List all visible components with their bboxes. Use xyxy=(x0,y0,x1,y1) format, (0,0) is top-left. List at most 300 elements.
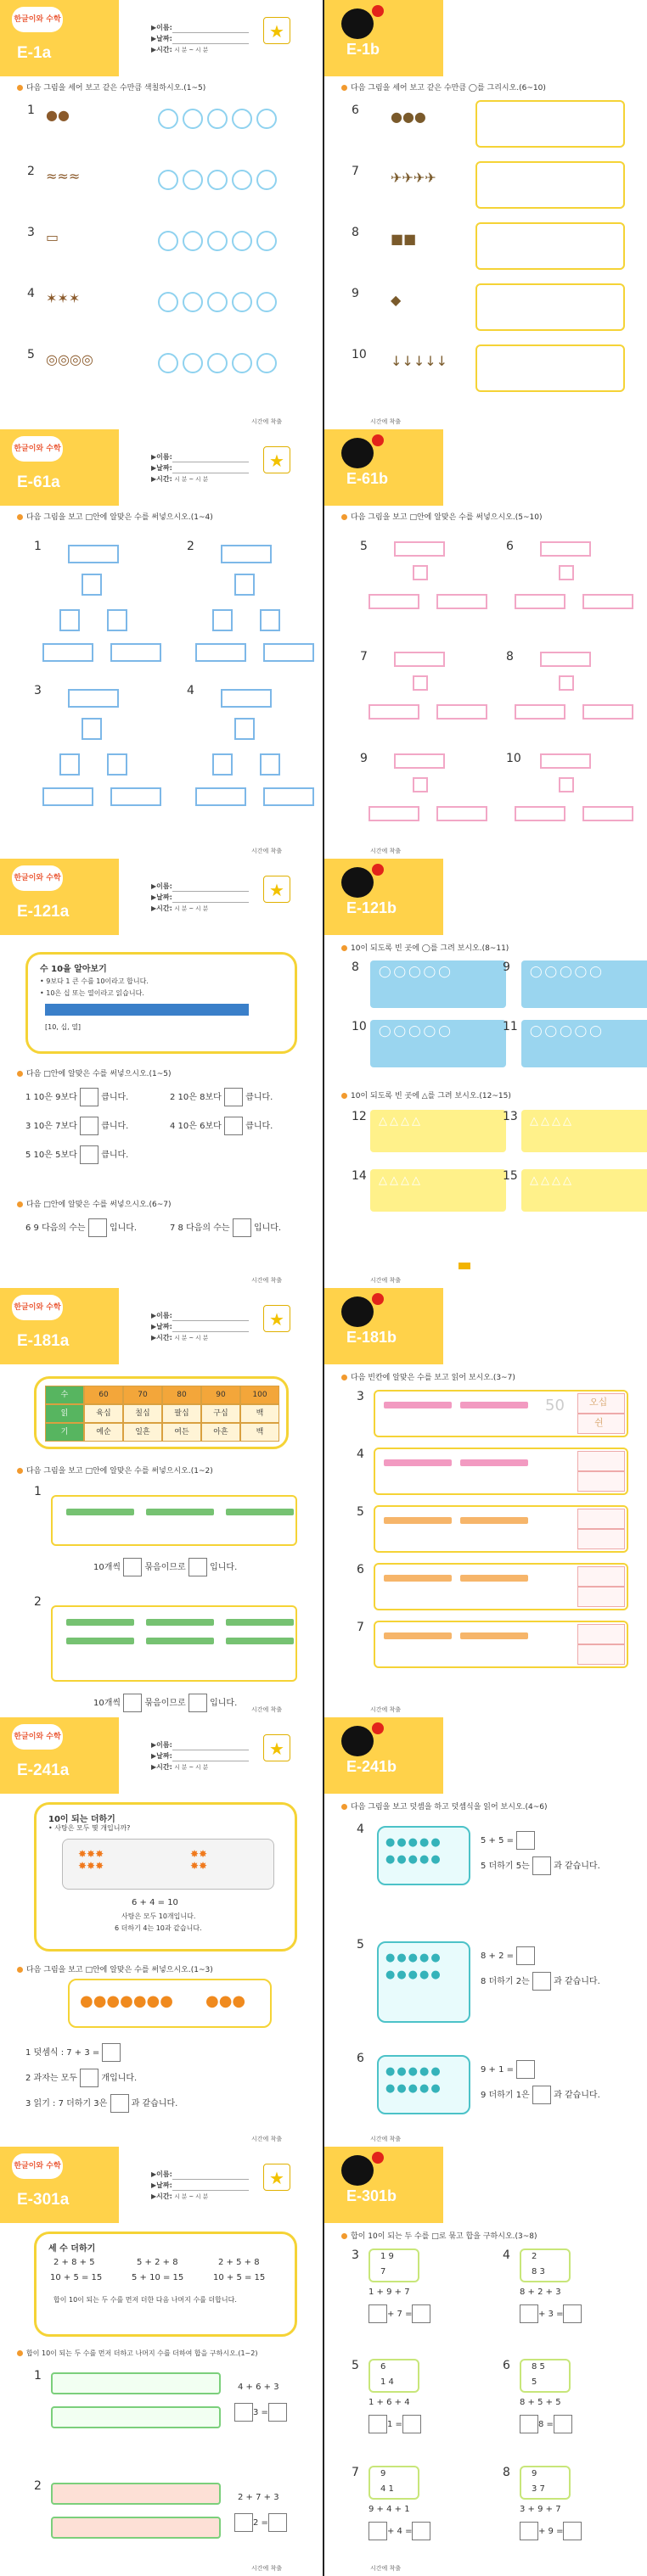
reading-line: 5 더하기 5는 과 같습니다. xyxy=(481,1856,600,1875)
question-number: 10 xyxy=(506,752,521,765)
color-circle[interactable] xyxy=(158,109,178,129)
color-circle[interactable] xyxy=(256,231,277,251)
count-picture: ≈≈≈ xyxy=(46,168,81,184)
color-circle[interactable] xyxy=(183,109,203,129)
cat-icon xyxy=(341,1726,374,1756)
answer-box[interactable] xyxy=(80,1117,98,1135)
student-info: ▶이름: ▶날짜: ▶시간: 시 분 ~ 시 분 xyxy=(151,2169,249,2203)
part-box xyxy=(263,787,314,806)
footer-text: 시간에 착출 xyxy=(251,2136,283,2142)
addition-expression: 1 + 6 + 4 xyxy=(369,2398,410,2407)
color-circles xyxy=(158,353,277,373)
split-box[interactable] xyxy=(107,609,127,631)
question-number: 2 xyxy=(34,2479,42,2493)
instruction: 다음 그림을 보고 □안에 알맞은 수를 써넣으시오.(1~3) xyxy=(17,1963,213,1974)
split-box[interactable] xyxy=(559,565,574,580)
sample-reading: 쉰 xyxy=(594,1417,604,1428)
bead-strip xyxy=(51,2483,221,2505)
color-circle[interactable] xyxy=(232,170,252,190)
concept-title: 10이 되는 더하기 xyxy=(48,1815,115,1824)
instruction: 다음 □안에 알맞은 수를 써넣으시오.(6~7) xyxy=(17,1198,172,1209)
header-band-left xyxy=(0,1717,119,1794)
color-circle[interactable] xyxy=(232,231,252,251)
read-answer-box[interactable] xyxy=(577,1624,625,1644)
question-number: 2 xyxy=(187,540,194,553)
split-box[interactable] xyxy=(413,777,428,792)
answer-box[interactable] xyxy=(224,1117,243,1135)
bead-icon: ●●●●● ●●●●● xyxy=(385,1952,442,1981)
center-divider xyxy=(323,0,324,429)
color-circles xyxy=(158,170,277,190)
part-box xyxy=(42,643,93,662)
table-cell: 일흔 xyxy=(123,1423,162,1442)
question-1: 1 덧셈식 : 7 + 3 = xyxy=(25,2043,121,2062)
bundle-bar xyxy=(384,1459,452,1466)
read-answer-box[interactable] xyxy=(577,1566,625,1587)
question-number: 4 xyxy=(27,287,35,300)
page-code: E-1a xyxy=(17,44,52,62)
page-code: E-181b xyxy=(346,1329,397,1346)
concept-title: 세 수 더하기 xyxy=(48,2244,96,2254)
reading-line: 8 더하기 2는 과 같습니다. xyxy=(481,1972,600,1991)
footer-text: 시간에 착출 xyxy=(370,1706,402,1713)
bundle-bar xyxy=(460,1575,528,1582)
instruction: 합이 10이 되는 두 수를 □로 묶고 합을 구하시오.(3~8) xyxy=(341,2230,537,2241)
split-box[interactable] xyxy=(559,675,574,691)
logo: 한글이와 수학 xyxy=(12,7,63,32)
drawing-box[interactable] xyxy=(475,222,625,270)
drawing-box[interactable] xyxy=(475,283,625,331)
part-box xyxy=(369,806,419,821)
example-line: 2 + 5 + 8 xyxy=(218,2258,260,2267)
student-info: ▶이름: ▶날짜: ▶시간: 시 분 ~ 시 분 xyxy=(151,1739,249,1773)
page-code: E-241b xyxy=(346,1758,397,1775)
color-circle[interactable] xyxy=(207,292,228,312)
header-band-left xyxy=(0,1288,119,1364)
stick-bundle xyxy=(226,1619,294,1626)
spread-3 xyxy=(0,859,647,1288)
bundle-bar xyxy=(384,1517,452,1524)
question-number: 3 xyxy=(27,226,35,239)
stick-bundle xyxy=(146,1638,214,1644)
split-box[interactable] xyxy=(82,574,102,596)
bundle-bar xyxy=(460,1402,528,1408)
answer-line: 3 = xyxy=(234,2403,287,2422)
page-code: E-61b xyxy=(346,470,389,487)
sun-icon: ★ xyxy=(263,876,290,903)
stick-bundle xyxy=(146,1619,214,1626)
ten-frame-strip xyxy=(45,1004,249,1016)
reading-line: 9 더하기 1은 과 같습니다. xyxy=(481,2086,600,2104)
question-number: 7 xyxy=(360,650,368,664)
table-cell: 60 xyxy=(84,1386,123,1404)
table-cell: 아흔 xyxy=(201,1423,240,1442)
header-band-left xyxy=(0,2147,119,2223)
color-circle[interactable] xyxy=(183,170,203,190)
bead-icon: ●●●●● ●●●●● xyxy=(385,1836,442,1866)
triangle-panel[interactable]: △△△△ xyxy=(370,1110,506,1152)
question: 2 10은 8보다 큽니다. xyxy=(170,1088,273,1106)
color-circles xyxy=(158,231,277,251)
whole-box xyxy=(540,753,591,769)
table-cell: 기 xyxy=(45,1423,84,1442)
split-box[interactable] xyxy=(413,565,428,580)
color-circle[interactable] xyxy=(183,292,203,312)
concept-equation: 6 + 4 = 10 xyxy=(132,1898,178,1907)
whole-box xyxy=(221,689,272,708)
page-code: E-241a xyxy=(17,1761,70,1779)
apple-icon xyxy=(372,864,384,876)
table-cell: 읽 xyxy=(45,1404,84,1423)
instruction: 10이 되도록 빈 곳에 △를 그려 보시오.(12~15) xyxy=(341,1089,511,1100)
table-cell: 예순 xyxy=(84,1423,123,1442)
sample-number: 50 xyxy=(545,1397,565,1414)
drawing-box[interactable] xyxy=(475,100,625,148)
ten-frame-panel[interactable]: ◯◯◯◯◯ xyxy=(370,1020,506,1067)
spread-4 xyxy=(0,1288,647,1717)
question-number: 13 xyxy=(503,1110,518,1123)
page-code: E-1b xyxy=(346,41,380,58)
part-box xyxy=(582,704,633,720)
answer-line: 1 = xyxy=(369,2415,421,2433)
answer-line: + 4 = xyxy=(369,2522,430,2540)
table-cell: 백 xyxy=(240,1423,279,1442)
instruction: 다음 그림을 보고 덧셈을 하고 덧셈식을 읽어 보시오.(4~6) xyxy=(341,1800,547,1812)
question-number: 1 xyxy=(34,540,42,553)
question-number: 9 xyxy=(503,960,510,974)
question-number: 6 xyxy=(357,1563,364,1576)
question-number: 7 xyxy=(357,1621,364,1634)
center-divider xyxy=(323,2147,324,2576)
question-number: 4 xyxy=(357,1823,364,1836)
table-cell: 여든 xyxy=(162,1423,201,1442)
footer-text: 시간에 착출 xyxy=(370,848,402,854)
instruction: 다음 그림을 보고 □안에 알맞은 수를 써넣으시오.(1~2) xyxy=(17,1464,213,1476)
question-number: 4 xyxy=(357,1448,364,1461)
read-answer-box[interactable] xyxy=(577,1644,625,1665)
equation-line: 8 + 2 = xyxy=(481,1946,535,1965)
part-box xyxy=(436,806,487,821)
question-number: 4 xyxy=(503,2248,510,2262)
logo: 한글이와 수학 xyxy=(12,1295,63,1320)
split-box[interactable] xyxy=(59,753,80,776)
bundle-bar xyxy=(384,1402,452,1408)
count-picture: ✶✶✶ xyxy=(46,290,81,306)
concept-title: 수 10을 알아보기 xyxy=(40,965,107,974)
question-number: 12 xyxy=(352,1110,367,1123)
question: 4 10은 6보다 큽니다. xyxy=(170,1117,273,1135)
bead-box xyxy=(377,1941,470,2023)
question-number: 9 xyxy=(360,752,368,765)
question-number: 2 xyxy=(34,1595,42,1609)
count-picture: ▭ xyxy=(46,229,59,245)
logo: 한글이와 수학 xyxy=(12,436,63,462)
page-code: E-121a xyxy=(17,903,70,921)
table-cell: 70 xyxy=(123,1386,162,1404)
page-code: E-181a xyxy=(17,1332,70,1350)
stick-bundle xyxy=(66,1509,134,1515)
color-circle[interactable] xyxy=(256,353,277,373)
whole-box xyxy=(540,652,591,667)
stick-bundle xyxy=(146,1509,214,1515)
split-box[interactable] xyxy=(559,777,574,792)
concept-line: • 10은 십 또는 열이라고 읽습니다. xyxy=(40,989,144,997)
color-circle[interactable] xyxy=(207,170,228,190)
answer-line: 2 = xyxy=(234,2513,287,2532)
answer-line: 10개씩 묶음이므로 입니다. xyxy=(93,1694,237,1712)
sun-icon: ★ xyxy=(263,1305,290,1332)
question-number: 5 xyxy=(27,348,35,361)
header-band-right xyxy=(324,0,443,76)
concept-box xyxy=(34,2232,297,2337)
color-circle[interactable] xyxy=(256,109,277,129)
part-box xyxy=(582,594,633,609)
center-divider xyxy=(323,1288,324,1717)
split-box[interactable] xyxy=(59,609,80,631)
question-number: 14 xyxy=(352,1169,367,1183)
part-box xyxy=(582,806,633,821)
footer-text: 시간에 착출 xyxy=(370,2565,402,2572)
bead-box xyxy=(377,2055,470,2114)
whole-box xyxy=(394,652,445,667)
logo: 한글이와 수학 xyxy=(12,1724,63,1750)
split-box[interactable] xyxy=(234,574,255,596)
cat-icon xyxy=(341,2155,374,2186)
part-box xyxy=(436,704,487,720)
number-card: 1 9 7 xyxy=(369,2248,419,2282)
split-box[interactable] xyxy=(260,753,280,776)
color-circle[interactable] xyxy=(232,353,252,373)
part-box xyxy=(110,643,161,662)
student-info: ▶이름: ▶날짜: ▶시간: 시 분 ~ 시 분 xyxy=(151,451,249,485)
whole-box xyxy=(221,545,272,563)
footer-text: 시간에 착출 xyxy=(251,2565,283,2572)
table-cell: 팔십 xyxy=(162,1404,201,1423)
question-number: 3 xyxy=(352,2248,359,2262)
color-circle[interactable] xyxy=(207,353,228,373)
number-card: 6 1 4 xyxy=(369,2359,419,2393)
candy-icon: ✸✸ ✸✸ xyxy=(190,1848,208,1872)
cookie-picture xyxy=(68,1979,272,2028)
table-cell: 100 xyxy=(240,1386,279,1404)
color-circle[interactable] xyxy=(158,170,178,190)
example-line: 5 + 10 = 15 xyxy=(132,2273,184,2282)
stick-bundle xyxy=(226,1509,294,1515)
triangle-panel[interactable]: △△△△ xyxy=(521,1110,647,1152)
footer-text: 시간에 착출 xyxy=(251,418,283,425)
header-band-right xyxy=(324,1288,443,1364)
question-number: 7 xyxy=(352,165,359,178)
answer-line: + 3 = xyxy=(520,2304,582,2323)
drawing-box[interactable] xyxy=(475,344,625,392)
stick-bundle xyxy=(226,1638,294,1644)
addition-expression: 8 + 2 + 3 xyxy=(520,2288,561,2297)
split-box[interactable] xyxy=(82,718,102,740)
question-number: 8 xyxy=(506,650,514,664)
split-box[interactable] xyxy=(234,718,255,740)
count-picture: ✈✈✈✈ xyxy=(391,170,436,186)
count-picture: ●● xyxy=(46,107,70,123)
footer-text: 시간에 착출 xyxy=(251,1706,283,1713)
question-number: 6 xyxy=(357,2052,364,2065)
logo: 한글이와 수학 xyxy=(12,2153,63,2179)
instruction: 다음 그림을 보고 □안에 알맞은 수를 써넣으시오.(1~4) xyxy=(17,511,213,522)
center-divider xyxy=(323,1717,324,2147)
sun-icon: ★ xyxy=(263,446,290,473)
split-box[interactable] xyxy=(413,675,428,691)
apple-icon xyxy=(372,1293,384,1305)
question-6: 6 9 다음의 수는 입니다. xyxy=(25,1218,137,1237)
drawing-box[interactable] xyxy=(475,161,625,209)
color-circle[interactable] xyxy=(207,231,228,251)
ten-frame-panel[interactable]: ◯◯◯◯◯ xyxy=(521,1020,647,1067)
header-band-right xyxy=(324,859,443,935)
read-answer-box[interactable] xyxy=(577,1509,625,1529)
part-box xyxy=(515,594,565,609)
student-info: ▶이름: ▶날짜: ▶시간: 시 분 ~ 시 분 xyxy=(151,22,249,56)
color-circle[interactable] xyxy=(158,353,178,373)
candy-picture xyxy=(62,1839,274,1890)
footer-text: 시간에 착출 xyxy=(251,1277,283,1284)
instruction: 다음 그림을 보고 □안에 알맞은 수를 써넣으시오.(5~10) xyxy=(341,511,542,522)
count-picture: ↓↓↓↓↓ xyxy=(391,353,448,369)
question-number: 5 xyxy=(357,1505,364,1519)
header-band-right xyxy=(324,1717,443,1794)
answer-box[interactable] xyxy=(224,1088,243,1106)
question: 3 10은 7보다 큽니다. xyxy=(25,1117,128,1135)
ten-frame-panel[interactable]: ◯◯◯◯◯ xyxy=(370,960,506,1008)
addition-expression: 1 + 9 + 7 xyxy=(369,2288,410,2297)
equation-line: 9 + 1 = xyxy=(481,2060,535,2079)
read-answer-box[interactable] xyxy=(577,1587,625,1607)
bundle-bar xyxy=(384,1632,452,1639)
concept-line: [10, 십, 열] xyxy=(45,1023,82,1031)
color-circle[interactable] xyxy=(256,170,277,190)
split-box[interactable] xyxy=(212,609,233,631)
header-band-left xyxy=(0,859,119,935)
read-answer-box[interactable] xyxy=(577,1471,625,1492)
header-band-right xyxy=(324,2147,443,2223)
sun-icon: ★ xyxy=(263,17,290,44)
question-number: 15 xyxy=(503,1169,518,1183)
number-card: 8 5 5 xyxy=(520,2359,571,2393)
read-answer-box[interactable] xyxy=(577,1451,625,1471)
center-divider xyxy=(323,429,324,859)
color-circle[interactable] xyxy=(183,231,203,251)
apple-icon xyxy=(372,2152,384,2164)
color-circles xyxy=(158,292,277,312)
cat-icon xyxy=(341,8,374,39)
footer-text: 시간에 착출 xyxy=(370,1277,402,1284)
concept-note: 합이 10이 되는 두 수를 먼저 더한 다음 나머지 수를 더합니다. xyxy=(53,2296,237,2304)
page-code: E-121b xyxy=(346,899,397,916)
example-line: 10 + 5 = 15 xyxy=(50,2273,103,2282)
answer-line: + 7 = xyxy=(369,2304,430,2323)
table-cell: 수 xyxy=(45,1386,84,1404)
instruction: 10이 되도록 빈 곳에 ◯를 그려 보시오.(8~11) xyxy=(341,942,509,953)
question-number: 1 xyxy=(27,104,35,117)
color-circle[interactable] xyxy=(232,292,252,312)
split-box[interactable] xyxy=(107,753,127,776)
question-number: 8 xyxy=(503,2466,510,2479)
part-box xyxy=(436,594,487,609)
answer-box[interactable] xyxy=(80,1088,98,1106)
addition-expression: 4 + 6 + 3 xyxy=(238,2383,279,2392)
table-cell: 구십 xyxy=(201,1404,240,1423)
bundle-box xyxy=(51,1495,297,1546)
color-circle[interactable] xyxy=(256,292,277,312)
car-icon xyxy=(459,1263,470,1269)
header-band-right xyxy=(324,429,443,506)
part-box xyxy=(369,704,419,720)
sample-reading: 오십 xyxy=(589,1397,608,1408)
color-circle[interactable] xyxy=(183,353,203,373)
bundle-bar xyxy=(460,1459,528,1466)
student-info: ▶이름: ▶날짜: ▶시간: 시 분 ~ 시 분 xyxy=(151,881,249,915)
color-circles xyxy=(158,109,277,129)
question-number: 3 xyxy=(34,684,42,697)
answer-box[interactable] xyxy=(80,1145,98,1164)
cat-icon xyxy=(341,1296,374,1327)
question-2: 2 과자는 모두 개입니다. xyxy=(25,2069,137,2087)
question: 1 10은 9보다 큽니다. xyxy=(25,1088,128,1106)
instruction: 다음 그림을 세어 보고 같은 수만큼 ◯를 그리시오.(6~10) xyxy=(341,81,546,92)
sun-icon: ★ xyxy=(263,2164,290,2191)
count-picture: ■■ xyxy=(391,231,417,247)
page-code: E-61a xyxy=(17,473,60,491)
whole-box xyxy=(540,541,591,557)
color-circle[interactable] xyxy=(158,292,178,312)
split-box[interactable] xyxy=(212,753,233,776)
footer-text: 시간에 착출 xyxy=(370,2136,402,2142)
spread-2 xyxy=(0,429,647,859)
triangle-panel[interactable]: △△△△ xyxy=(521,1169,647,1212)
table-cell: 80 xyxy=(162,1386,201,1404)
color-circle[interactable] xyxy=(207,109,228,129)
bead-strip xyxy=(51,2406,221,2428)
spread-6 xyxy=(0,2147,647,2576)
center-divider xyxy=(323,859,324,1288)
split-box[interactable] xyxy=(260,609,280,631)
color-circle[interactable] xyxy=(232,109,252,129)
footer-text: 시간에 착출 xyxy=(370,418,402,425)
read-answer-box[interactable] xyxy=(577,1529,625,1549)
candy-icon: ✸✸✸ ✸✸✸ xyxy=(78,1848,104,1872)
ten-frame-panel[interactable]: ◯◯◯◯◯ xyxy=(521,960,647,1008)
count-picture: ◆ xyxy=(391,292,402,308)
instruction: 다음 빈칸에 알맞은 수를 보고 읽어 보시오.(3~7) xyxy=(341,1371,515,1382)
example-line: 5 + 2 + 8 xyxy=(137,2258,178,2267)
question-number: 6 xyxy=(503,2359,510,2372)
table-cell: 90 xyxy=(201,1386,240,1404)
question-number: 11 xyxy=(503,1020,518,1033)
part-box xyxy=(110,787,161,806)
question-number: 3 xyxy=(357,1390,364,1403)
bead-box xyxy=(377,1826,470,1885)
triangle-panel[interactable]: △△△△ xyxy=(370,1169,506,1212)
addition-expression: 8 + 5 + 5 xyxy=(520,2398,561,2407)
bead-strip xyxy=(51,2372,221,2394)
addition-expression: 3 + 9 + 7 xyxy=(520,2505,561,2514)
cookie-icon: ●●●●●●● xyxy=(80,1992,173,2010)
answer-line: 10개씩 묶음이므로 입니다. xyxy=(93,1558,237,1576)
color-circle[interactable] xyxy=(158,231,178,251)
number-card: 2 8 3 xyxy=(520,2248,571,2282)
question: 5 10은 5보다 큽니다. xyxy=(25,1145,128,1164)
apple-icon xyxy=(372,434,384,446)
question-number: 7 xyxy=(352,2466,359,2479)
count-picture: ●●● xyxy=(391,109,426,125)
